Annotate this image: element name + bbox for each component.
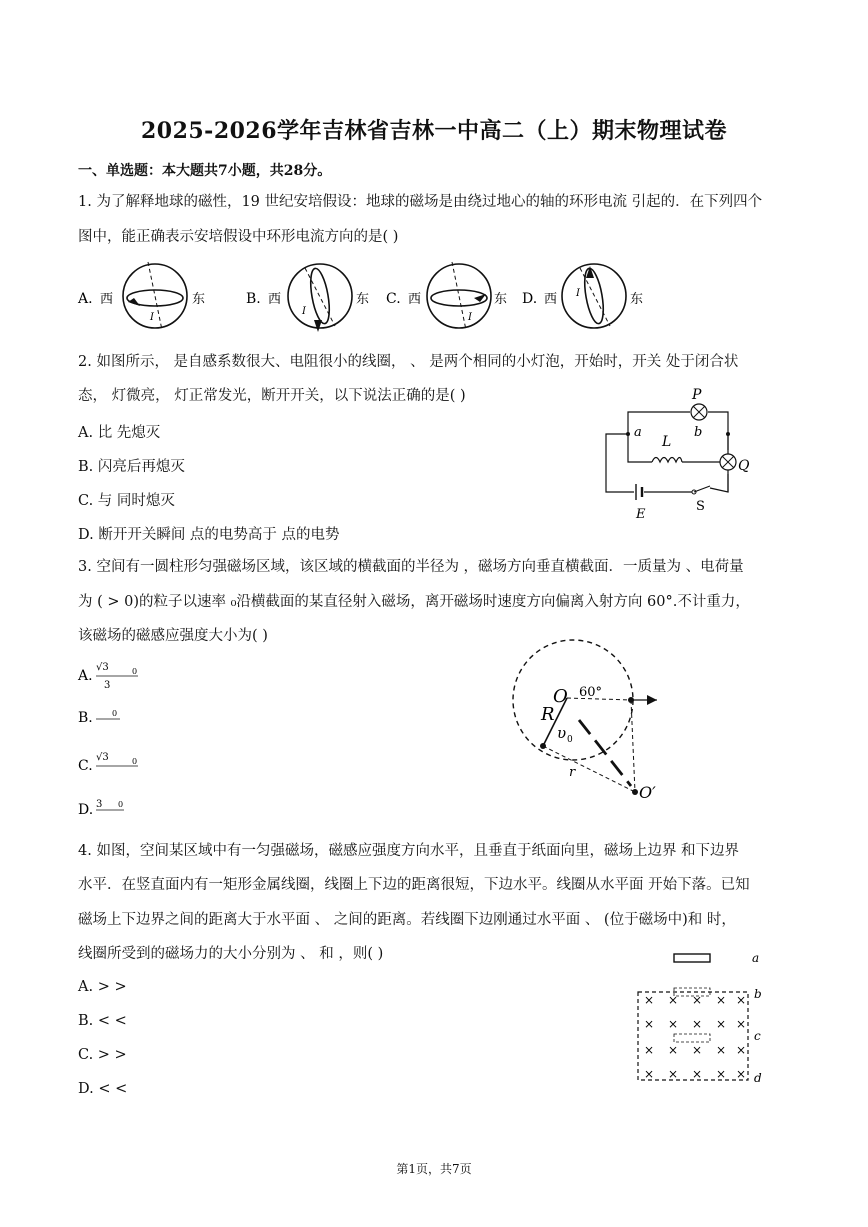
svg-text:0: 0	[132, 757, 138, 766]
q3-option-c	[78, 752, 138, 774]
svg-text:L: L	[662, 434, 672, 450]
q1-option-d-label: D.	[522, 291, 538, 307]
q1-option-b	[246, 264, 369, 332]
section-heading: 一、单选题：本大题共7小题，共28分。	[78, 163, 332, 179]
svg-text:×: ×	[644, 993, 655, 1007]
svg-text:a: a	[634, 425, 642, 440]
q1-text-line2: 图中，能正确表示安培假设中环形电流方向的是( )	[78, 229, 399, 245]
svg-text:C.: C.	[78, 758, 93, 774]
q2-option-c: C. 与 同时熄灭	[78, 493, 175, 509]
svg-text:×: ×	[668, 1017, 679, 1031]
svg-text:3: 3	[96, 799, 103, 810]
svg-text:×: ×	[668, 1067, 679, 1081]
svg-text:P: P	[692, 387, 702, 403]
q1-option-b-west: 西	[268, 292, 282, 307]
q2-text-line2: 态， 灯微亮， 灯正常发光，断开开关，以下说法正确的是( )	[78, 388, 466, 404]
svg-text:I: I	[150, 312, 154, 323]
q2-option-b: B. 闪亮后再熄灭	[78, 459, 185, 475]
q4-option-d: D. < <	[78, 1081, 128, 1097]
svg-text:×: ×	[692, 1017, 703, 1031]
coil-rect	[674, 954, 710, 962]
q2-option-d: D. 断开开关瞬间 点的电势高于 点的电势	[78, 527, 340, 543]
svg-text:R: R	[541, 704, 555, 725]
svg-text:×: ×	[736, 1067, 747, 1081]
current-arrow-icon	[586, 266, 594, 278]
svg-text:I: I	[576, 288, 580, 299]
q3-option-b	[78, 709, 120, 726]
q3-magnetic-field-figure	[505, 638, 675, 806]
page-title: 2025-2026学年吉林省吉林一中高二（上）期末物理试卷	[140, 118, 728, 144]
svg-text:I: I	[468, 312, 472, 323]
svg-text:a: a	[752, 951, 760, 965]
svg-text:Q: Q	[738, 458, 750, 474]
svg-text:D.: D.	[78, 802, 94, 818]
svg-text:υ: υ	[557, 724, 567, 742]
svg-text:0: 0	[118, 800, 124, 809]
q1-option-d-west: 西	[544, 292, 558, 307]
q4-option-b: B. < <	[78, 1013, 127, 1029]
q3-text-line1: 3. 空间有一圆柱形匀强磁场区域，该区域的横截面的半径为 ，磁场方向垂直横截面．一质量为 、电荷量	[78, 559, 744, 575]
q4-coil-figure	[630, 948, 770, 1086]
q4-option-c: C. > >	[78, 1047, 127, 1063]
q1-option-a-east: 东	[192, 292, 206, 307]
q3-option-a	[77, 662, 138, 691]
q4-text-line3: 磁场上下边界之间的距离大于水平面 、 之间的距离。若线圈下边刚通过水平面 、 (位于磁场中)和 时，	[78, 912, 736, 928]
svg-text:3: 3	[104, 680, 111, 691]
svg-text:r: r	[569, 765, 576, 780]
svg-text:×: ×	[692, 1043, 703, 1057]
svg-text:b: b	[694, 425, 703, 440]
svg-text:0: 0	[132, 667, 138, 676]
svg-text:×: ×	[644, 1043, 655, 1057]
q1-option-a-west: 西	[100, 292, 114, 307]
q4-option-a: A. > >	[78, 979, 127, 995]
velocity-arrow-icon	[647, 695, 657, 705]
svg-text:B.: B.	[78, 710, 93, 726]
q4-text-line1: 4. 如图，空间某区域中有一匀强磁场，磁感应强度方向水平，且垂直于纸面向里，磁场上边界 和下边界	[78, 843, 740, 859]
svg-text:×: ×	[692, 1067, 703, 1081]
q4-text-line4: 线圈所受到的磁场力的大小分别为 、 和 ，则( )	[78, 946, 384, 962]
svg-text:√3: √3	[96, 662, 109, 673]
q4-text-line2: 水平．在竖直面内有一矩形金属线圈，线圈上下边的距离很短，下边水平。线圈从水平面 开始下落。已知	[78, 877, 750, 893]
q1-option-c-west: 西	[408, 292, 422, 307]
q1-option-c	[386, 262, 507, 330]
q3-options	[76, 656, 156, 820]
svg-text:×: ×	[644, 1067, 655, 1081]
svg-text:×: ×	[716, 1017, 727, 1031]
svg-text:E: E	[636, 507, 646, 520]
svg-text:×: ×	[716, 1043, 727, 1057]
svg-text:×: ×	[716, 993, 727, 1007]
q1-text-line1: 1. 为了解释地球的磁性，19 世纪安培假设：地球的磁场是由绕过地心的轴的环形电流 引起的．在下列四个	[78, 194, 763, 210]
axis-line	[305, 268, 335, 326]
svg-text:0: 0	[112, 709, 118, 718]
svg-text:A.: A.	[78, 668, 93, 684]
svg-text:O′: O′	[639, 783, 656, 802]
svg-text:×: ×	[644, 1017, 655, 1031]
q1-option-d-east: 东	[630, 292, 644, 307]
svg-text:c: c	[754, 1029, 761, 1043]
current-arrow-icon	[128, 298, 140, 306]
q1-option-a	[77, 262, 205, 330]
svg-text:d: d	[754, 1071, 762, 1085]
svg-text:b: b	[754, 987, 762, 1001]
svg-text:√3: √3	[96, 752, 109, 763]
svg-text:S: S	[696, 499, 705, 514]
svg-text:×: ×	[736, 1017, 747, 1031]
q2-text-line1: 2. 如图所示， 是自感系数很大、电阻很小的线圈， 、 是两个相同的小灯泡，开始时，开关 处于闭合状	[78, 354, 739, 370]
cross-marks	[644, 993, 746, 1081]
q3-text-line3: 该磁场的磁感应强度大小为( )	[78, 628, 268, 644]
q1-options-figure	[70, 258, 670, 338]
svg-text:60°: 60°	[579, 685, 603, 700]
svg-text:×: ×	[668, 993, 679, 1007]
q1-option-d	[522, 264, 643, 328]
svg-text:I: I	[302, 306, 306, 317]
q1-option-b-label: B.	[246, 291, 261, 307]
svg-text:0: 0	[567, 735, 573, 745]
svg-text:O: O	[553, 686, 568, 707]
axis-line	[580, 268, 610, 326]
q2-option-a: A. 比 先熄灭	[78, 425, 161, 441]
q3-option-d	[78, 799, 124, 818]
globe-icon	[123, 264, 187, 328]
q2-circuit-figure	[598, 384, 758, 520]
q1-option-c-east: 东	[494, 292, 508, 307]
svg-text:×: ×	[716, 1067, 727, 1081]
q3-text-line2: 为 ( > 0)的粒子以速率 ₀沿横截面的某直径射入磁场，离开磁场时速度方向偏离入射方向 60°.不计重力，	[78, 594, 750, 610]
q1-option-c-label: C.	[386, 291, 401, 307]
q1-option-b-east: 东	[356, 292, 370, 307]
current-arrow-icon	[314, 320, 322, 332]
svg-text:×: ×	[736, 1043, 747, 1057]
svg-text:×: ×	[668, 1043, 679, 1057]
page-footer: 第1页，共7页	[396, 1162, 472, 1176]
q1-option-a-label: A.	[78, 291, 93, 307]
svg-text:×: ×	[736, 993, 747, 1007]
svg-text:×: ×	[692, 993, 703, 1007]
field-region	[513, 640, 633, 760]
axis-line	[452, 262, 466, 330]
